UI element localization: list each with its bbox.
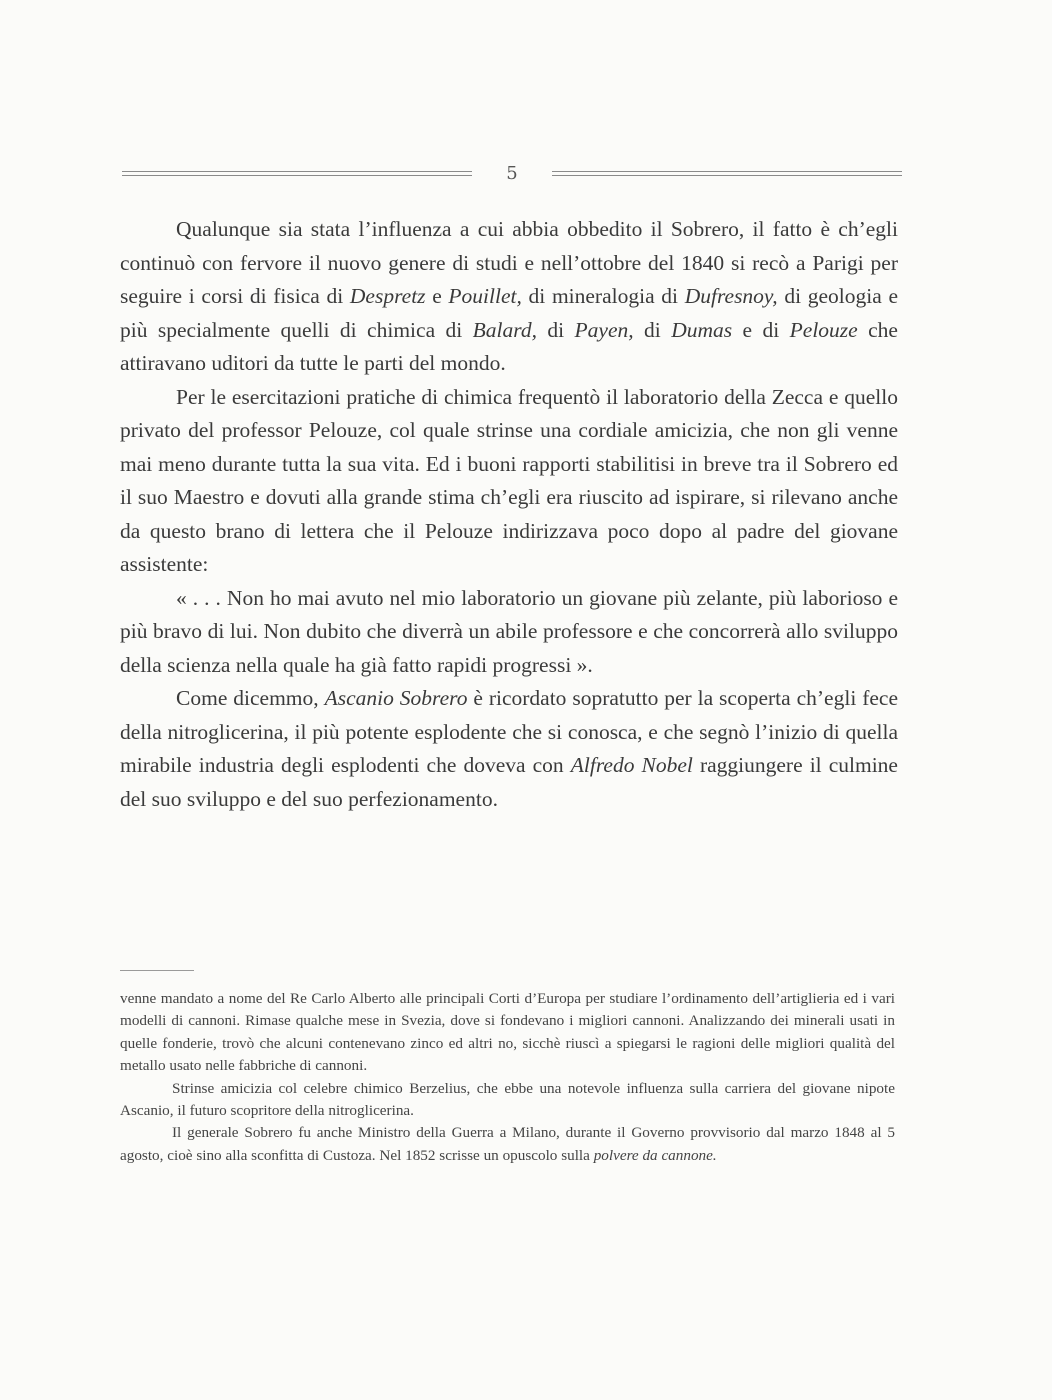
paragraph-2: Per le esercitazioni pratiche di chimica frequentò il laboratorio della Zecca e quello privato del professor Pelouze, col quale strinse una cordiale amicizia, che non gli venne mai meno durante tutta la sua vita. Ed i buoni rapporti stabilitisi in breve tra il Sobrero ed il suo Maestro e dovuti alla grande stima ch’egli era riuscito ad ispirare, si rilevano anche da questo brano di lettera che il Pelouze indirizzava poco dopo al padre del giovane assistente: [120, 384, 898, 576]
name-pelouze: Pelouze [789, 317, 858, 342]
italic-polvere-da-cannone: polvere da cannone. [593, 1146, 717, 1164]
name-dumas: Dumas [671, 317, 733, 342]
name-balard: Balard, [472, 317, 537, 342]
page-number: 5 [506, 163, 518, 184]
header-rule-right [552, 171, 902, 176]
header-rule-left [122, 171, 472, 176]
footnotes [120, 988, 895, 1167]
paragraph-3: Come dicemmo, Ascanio Sobrero è ricordato sopratutto per la scoperta ch’egli fece della nitroglicerina, il più potente esplodente che si conosca, e che segnò l’inizio di quella mirabile industria degli esplodenti che doveva con Alfredo Nobel raggiungere il culmine del suo sviluppo e del suo perfezionamento. [120, 686, 898, 811]
name-dufresnoy: Dufresnoy, [684, 284, 778, 308]
name-alfredo-nobel: Alfredo Nobel [570, 753, 693, 777]
name-payen: Payen, [574, 317, 634, 342]
footnote-1: venne mandato a nome del Re Carlo Alberto alle principali Corti d’Europa per studiare l’ordinamento dell’artiglieria ed i vari modelli di cannoni. Rimase qualche mese in Svezia, dove si fondevano i migliori cannoni. Analizzando dei minerali usati in quelle fonderie, trovò che alcuni contenevano zinco ed altri no, sicchè riuscì a spiegarsi le ragioni delle migliori qualità del metallo usato nelle fabbriche di cannoni. [120, 990, 895, 1075]
name-ascanio-sobrero: Ascanio Sobrero [324, 686, 468, 710]
footnote-separator [120, 970, 194, 971]
name-pouillet: Pouillet, [448, 284, 522, 308]
footnote-3: Il generale Sobrero fu anche Ministro della Guerra a Milano, durante il Governo provvisorio dal marzo 1848 al 5 agosto, cioè sino alla sconfitta di Custoza. Nel 1852 scrisse un opuscolo sulla polvere da cannone. [120, 1124, 895, 1164]
footnote-2: Strinse amicizia col celebre chimico Berzelius, che ebbe una notevole influenza sulla carriera del giovane nipote Ascanio, il futuro scopritore della nitroglicerina. [120, 1079, 895, 1120]
main-text [120, 213, 898, 816]
quote-paragraph: « . . . Non ho mai avuto nel mio laboratorio un giovane più zelante, più laborioso e più bravo di lui. Non dubito che diverrà un abile professore e che concorrerà allo sviluppo della scienza nella quale ha già fatto rapidi progressi ». [120, 585, 898, 677]
page-header [122, 163, 902, 189]
paragraph-1: Qualunque sia stata l’influenza a cui abbia obbedito il Sobrero, il fatto è ch’egli continuò con fervore il nuovo genere di studi e nell’ottobre del 1840 si recò a Parigi per seguire i corsi di fisica di Despretz e Pouillet, di mineralogia di Dufresnoy, di geologia e più specialmente quelli di chimica di Balard, di Payen, di Dumas e di Pelouze che attiravano uditori da tutte le parti del mondo. [120, 217, 898, 375]
name-despretz: Despretz [349, 284, 426, 308]
